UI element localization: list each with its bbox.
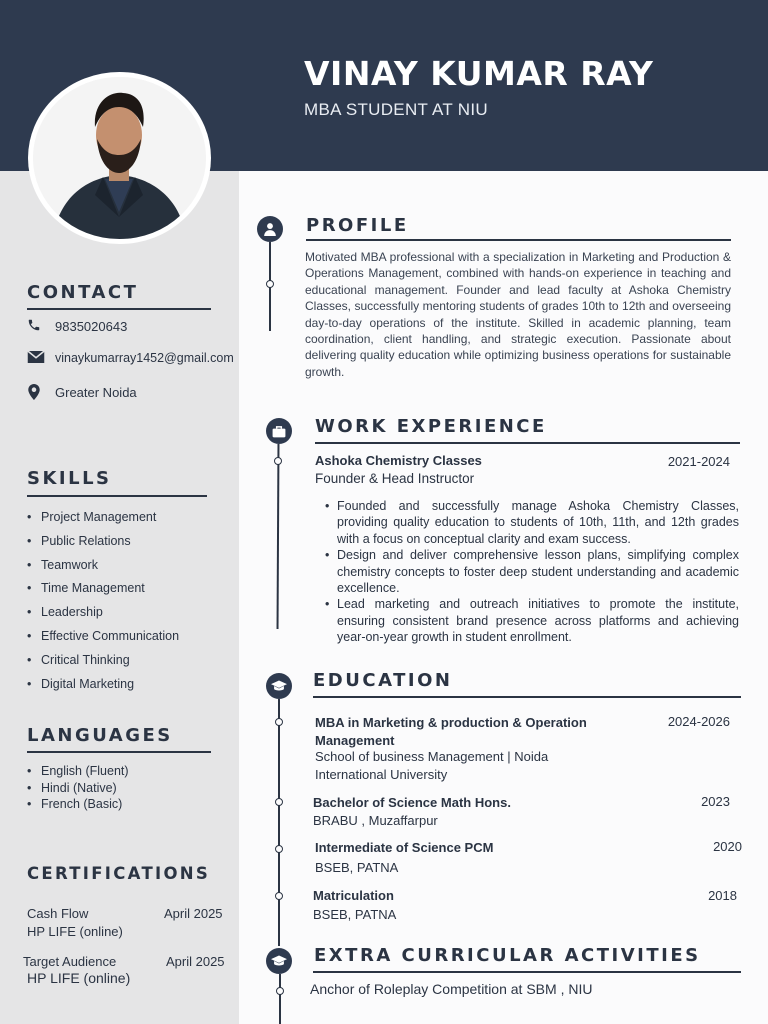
list-item: • English (Fluent)	[27, 763, 129, 780]
activity-item: Anchor of Roleplay Competition at SBM , NIU	[310, 981, 593, 997]
timeline-dot	[275, 718, 283, 726]
timeline-dot	[266, 280, 274, 288]
education-heading: EDUCATION	[313, 670, 453, 691]
location-pin-icon	[27, 384, 45, 400]
cert-date: April 2025	[166, 954, 225, 969]
skills-list	[27, 506, 179, 696]
list-item: • Hindi (Native)	[27, 780, 129, 797]
timeline-line	[278, 699, 280, 946]
edu-institution: BSEB, PATNA	[315, 860, 399, 875]
timeline-dot	[276, 987, 284, 995]
list-item: • Time Management	[27, 577, 179, 601]
person-name: VINAY KUMAR RAY	[304, 54, 654, 93]
mail-icon	[27, 350, 45, 366]
edu-year: 2018	[708, 888, 737, 903]
education-divider	[313, 696, 741, 698]
timeline-line	[277, 444, 279, 629]
edu-degree: Bachelor of Science Math Hons.	[313, 795, 511, 810]
languages-heading: LANGUAGES	[27, 725, 173, 746]
briefcase-icon	[266, 418, 292, 444]
profile-heading: PROFILE	[306, 215, 409, 236]
contact-heading: CONTACT	[27, 282, 139, 303]
edu-institution: BRABU , Muzaffarpur	[313, 813, 438, 828]
list-item: • Founded and successfully manage Ashoka Chemistry Classes, providing quality education to students of 10th, 11th, and 12th grades with a focus on conceptual clarity and exam success.	[323, 498, 739, 547]
edu-year: 2020	[713, 839, 742, 854]
list-item: • Teamwork	[27, 554, 179, 578]
certifications-heading: CERTIFICATIONS	[27, 864, 211, 883]
list-item: • French (Basic)	[27, 796, 129, 813]
contact-divider	[27, 308, 211, 310]
edu-degree: MBA in Marketing & production & Operation Management	[315, 715, 587, 748]
cert-name: Target Audience	[23, 954, 117, 969]
person-title: MBA STUDENT AT NIU	[304, 100, 488, 119]
cert-date: April 2025	[164, 906, 223, 921]
timeline-dot	[275, 845, 283, 853]
list-item: • Design and deliver comprehensive lesson plans, simplifying complex chemistry concepts to foster deep student understanding and academic excellence.	[323, 547, 739, 596]
edu-institution: School of business Management | Noida International University	[315, 749, 549, 782]
cert-issuer: HP LIFE (online)	[27, 970, 131, 986]
languages-list	[27, 763, 129, 813]
work-heading: WORK EXPERIENCE	[315, 416, 547, 437]
job-role: Founder & Head Instructor	[315, 471, 475, 486]
edu-year: 2023	[701, 794, 730, 809]
profile-photo	[33, 77, 206, 239]
cert-issuer: HP LIFE (online)	[27, 924, 123, 939]
contact-location	[27, 384, 137, 400]
profile-divider	[306, 239, 731, 241]
languages-divider	[27, 751, 211, 753]
graduation-cap-icon	[266, 673, 292, 699]
graduation-cap-icon	[266, 948, 292, 974]
contact-phone	[27, 318, 127, 334]
list-item: • Digital Marketing	[27, 673, 179, 697]
work-divider	[315, 442, 740, 444]
edu-degree: Intermediate of Science PCM	[315, 840, 494, 855]
profile-summary: Motivated MBA professional with a specialization in Marketing and Production & Operations Management, combined with hands-on experience in teaching and educational management. Founder and lead faculty at Ashoka Chemistry Classes, successfully mentoring students of grades 10th to 12th and overseeing day-to-day operations of the institute. Skilled in academic planning, team coordination, client handling, and strategic execution. Passionate about delivering quality education while optimizing business operations for sustainable growth.	[305, 250, 731, 379]
person-icon	[257, 216, 283, 242]
extracurricular-heading: EXTRA CURRICULAR ACTIVITIES	[314, 945, 701, 966]
phone-icon	[27, 318, 45, 334]
extracurricular-divider	[313, 971, 741, 973]
work-years: 2021-2024	[667, 454, 730, 469]
phone-number[interactable]: 9835020643	[55, 318, 128, 334]
timeline-line	[279, 974, 281, 1024]
timeline-dot	[275, 798, 283, 806]
list-item: • Effective Communication	[27, 625, 179, 649]
profile-photo-frame	[28, 72, 211, 244]
timeline-dot	[274, 457, 282, 465]
email-address[interactable]: vinaykumarray1452@gmail.com	[55, 351, 234, 365]
timeline-dot	[275, 892, 283, 900]
contact-email	[27, 350, 234, 366]
list-item: • Leadership	[27, 601, 179, 625]
edu-degree: Matriculation	[313, 888, 394, 903]
skills-divider	[27, 495, 207, 497]
list-item: • Critical Thinking	[27, 649, 179, 673]
skills-heading: SKILLS	[27, 468, 112, 489]
edu-year: 2024-2026	[667, 714, 730, 729]
list-item: • Public Relations	[27, 530, 179, 554]
list-item: • Lead marketing and outreach initiatives to promote the institute, ensuring consistent brand presence across platforms and achieving year-on-year growth in student enrollment.	[323, 596, 739, 645]
company-name: Ashoka Chemistry Classes	[315, 453, 482, 468]
location-text: Greater Noida	[55, 384, 137, 400]
list-item: • Project Management	[27, 506, 179, 530]
cert-name: Cash Flow	[27, 906, 89, 921]
edu-institution: BSEB, PATNA	[313, 907, 397, 922]
work-bullets	[323, 498, 739, 646]
